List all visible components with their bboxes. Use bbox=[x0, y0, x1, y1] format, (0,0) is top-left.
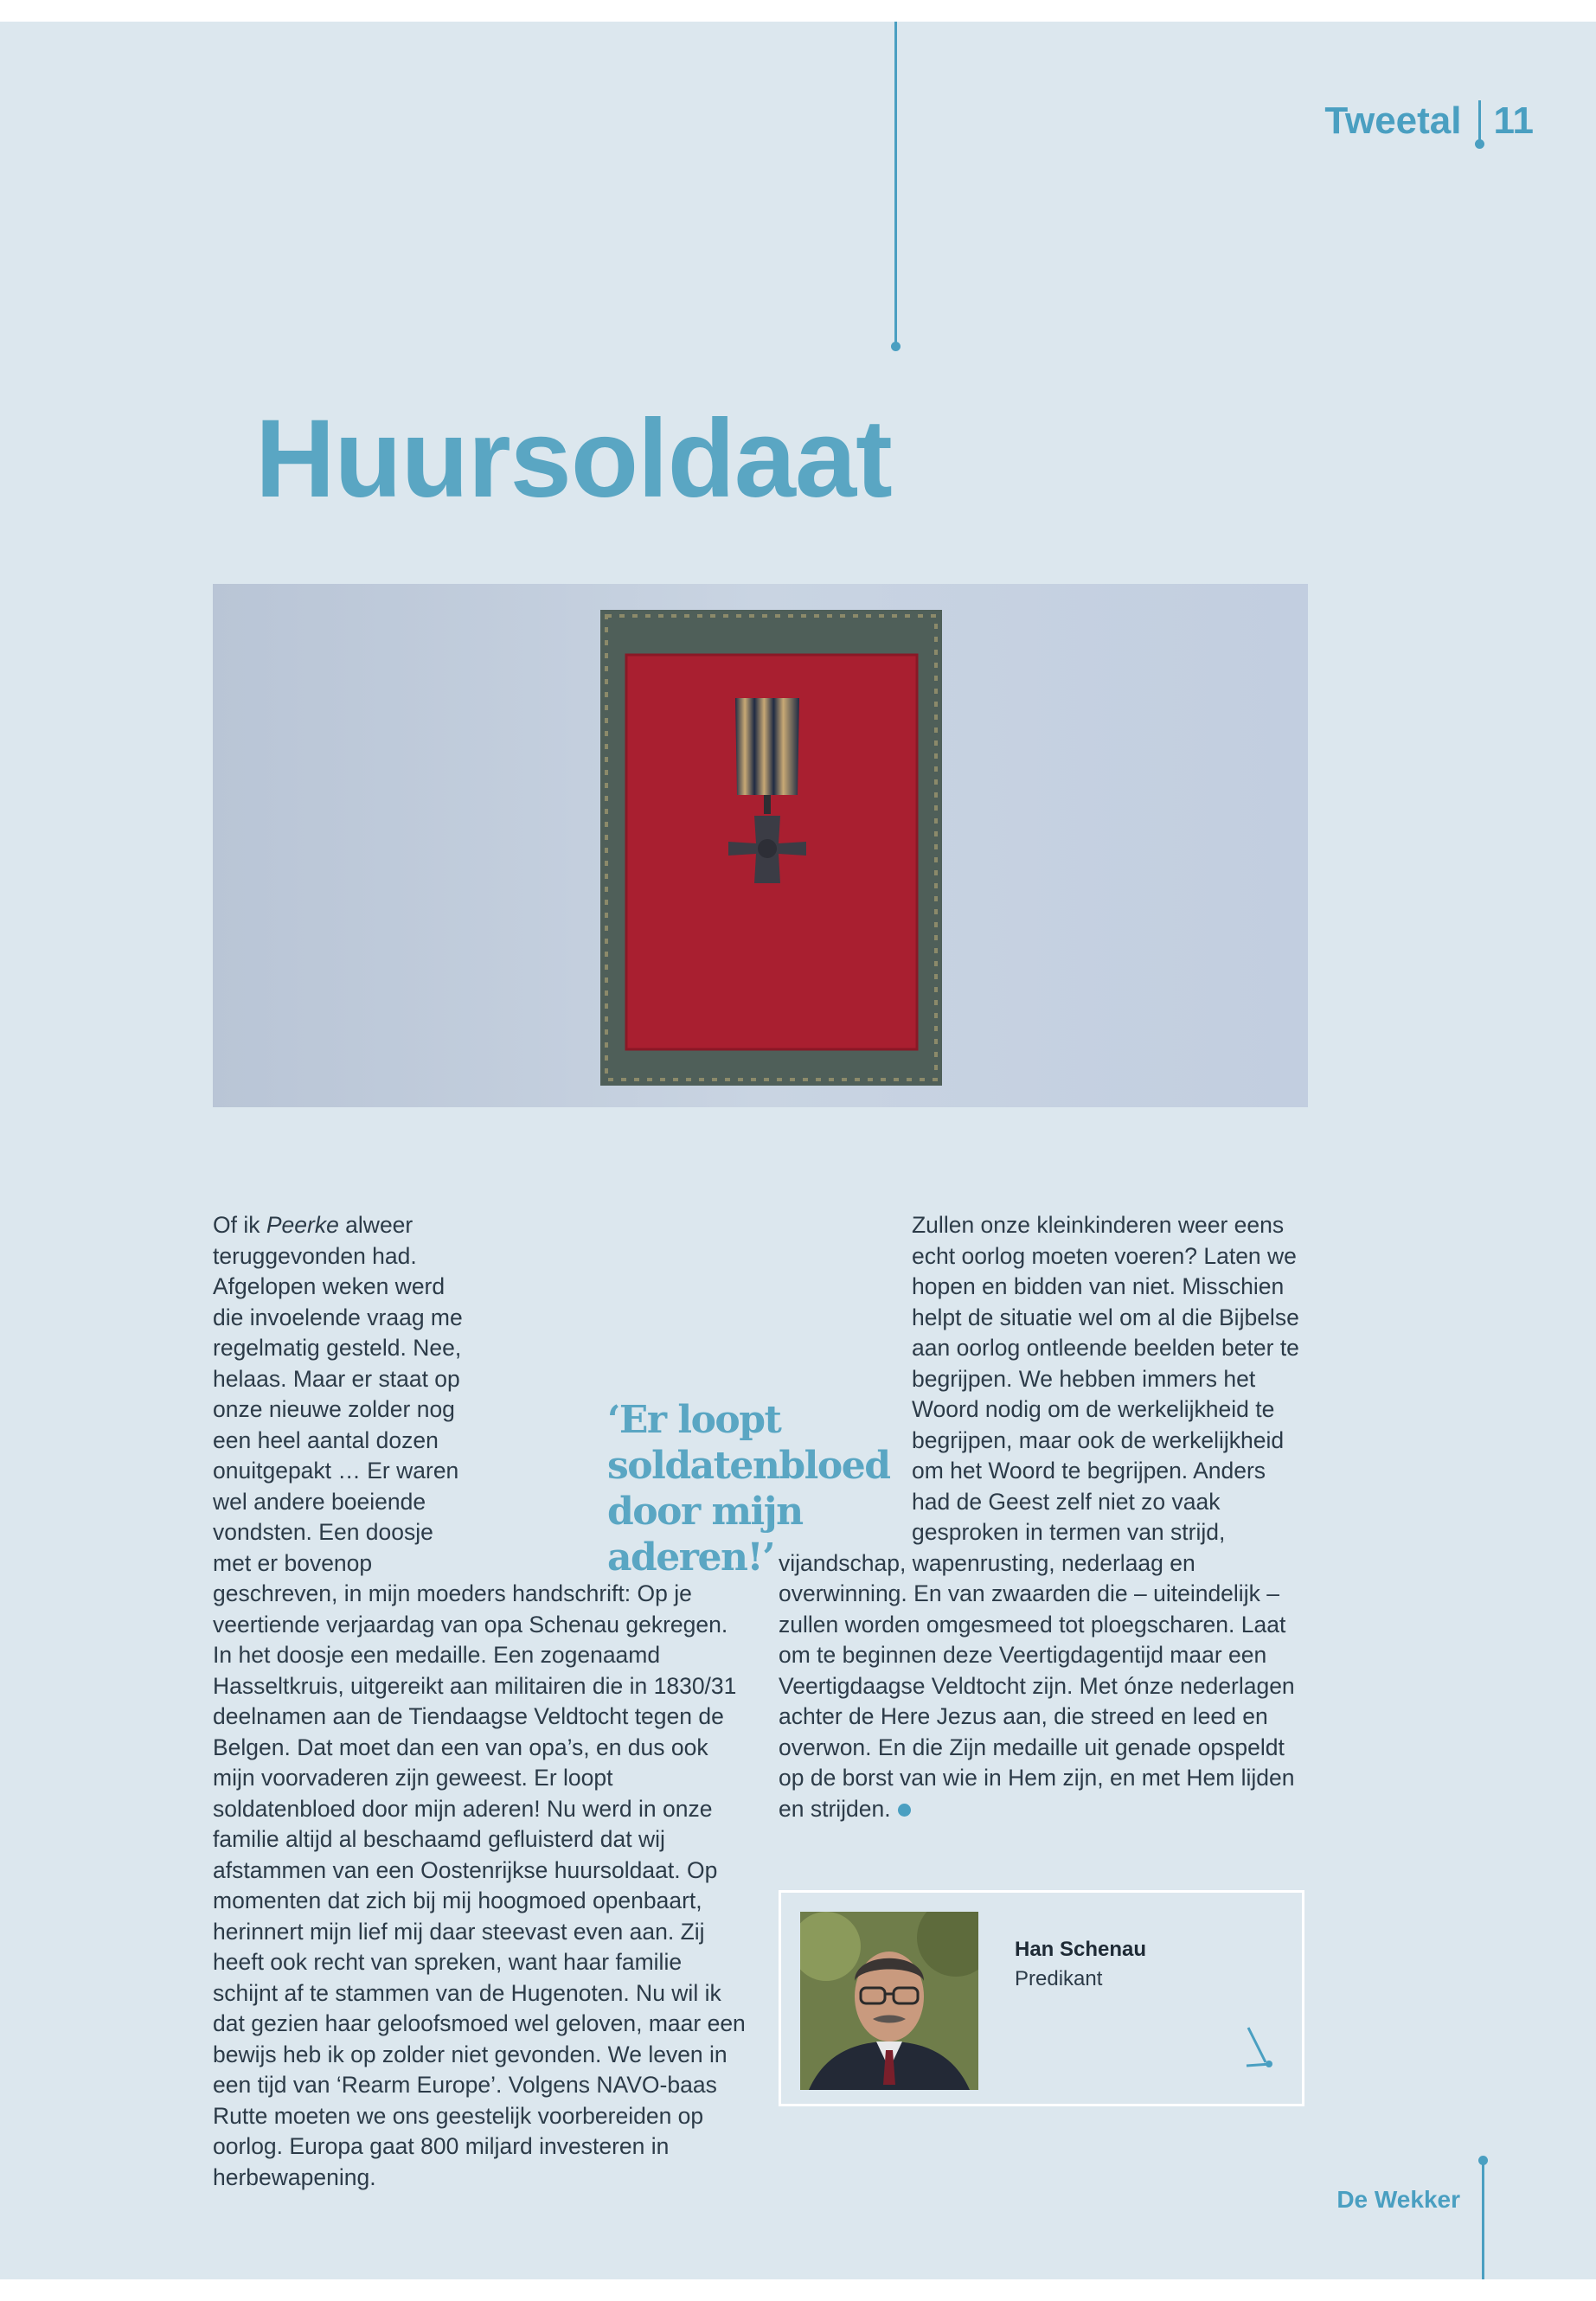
medal-photo bbox=[213, 584, 1308, 1107]
top-rule-dot bbox=[891, 342, 901, 351]
section-label: Tweetal bbox=[1324, 99, 1462, 142]
end-mark-icon bbox=[898, 1804, 911, 1817]
page bbox=[0, 22, 1596, 2279]
header-separator bbox=[1478, 100, 1481, 142]
article-title: Huursoldaat bbox=[255, 397, 892, 521]
italic-text-run: Peerke bbox=[266, 1212, 339, 1238]
publication-name: De Wekker bbox=[1336, 2186, 1460, 2213]
author-box bbox=[779, 1890, 1304, 2106]
hand-mark-icon bbox=[1241, 2026, 1276, 2078]
running-header bbox=[1324, 95, 1534, 147]
text-run: alweer teruggevonden had. Afgelopen weken werd die invoelende vraag me regelmatig gesteld. Nee, helaas. Maar er staat op onze nieuwe zolder nog een heel aantal dozen onuitgepakt … Er waren wel andere boeiende vondsten. Een doosje met er bovenop geschreven, in mijn moeders handschrift: Op je veertiende verjaardag van opa Schenau gekregen. In het doosje een medaille. Een zogenaamd Hasseltkruis, uitgereikt aan militairen die in 1830/31 deelnamen aan de Tiendaagse Veldtocht tegen de Belgen. Dat moet dan een van opa’s, en dus ook mijn voorvaderen zijn geweest. Er loopt soldatenbloed door mijn aderen! Nu werd in onze familie altijd al beschaamd gefluisterd dat wij afstammen van een Oostenrijkse huursoldaat. Op momenten dat zich bij mij hoogmoed openbaart, herinnert mijn lief mij daar steevast even aan. Zij heeft ook recht van spreken, want haar familie schijnt af te stammen van de Hugenoten. Nu wil ik dat gezien haar geloofsmoed wel geloven, maar een bewijs heb ik op zolder niet gevonden. We leven in een tijd van ‘Rearm Europe’. Volgens NAVO-baas Rutte moeten we ons geestelijk voorbereiden op oorlog. Europa gaat 800 miljard investeren in herbewapening. bbox=[213, 1212, 746, 2190]
top-rule bbox=[894, 22, 897, 346]
text-run: Of ik bbox=[213, 1212, 266, 1238]
text-run: Zullen onze kleinkinderen weer eens echt oorlog moeten voeren? Laten we hopen en bidden van niet. Misschien helpt de situatie wel om al die Bijbelse aan oorlog ontleende beelden beter te begrijpen. We hebben immers het Woord nodig om de werkelijkheid te begrijpen, maar ook de werkelijkheid om het Woord te begrijpen. Anders had de Geest zelf niet zo vaak gesproken in termen van strijd, vijandschap, wapenrusting, nederlaag en overwinning. En van zwaarden die – uiteindelijk – zullen worden omgesmeed tot ploegscharen. Laat om te beginnen deze Veertigdagentijd maar een Veertigdaagse Veldtocht zijn. Met ónze nederlagen achter de Here Jezus aan, die streed en leed en overwon. En die Zijn medaille uit genade opspeldt op de borst van wie in Hem zijn, en met Hem lijden en strijden. bbox=[779, 1212, 1299, 1822]
footer-rule-dot bbox=[1478, 2156, 1488, 2165]
author-role: Predikant bbox=[1015, 1967, 1103, 1990]
body-column-left bbox=[213, 1210, 749, 2193]
pull-quote: ‘Er loopt soldatenbloed door mijn aderen!’ bbox=[607, 1398, 890, 1580]
pullquote-spacer-right bbox=[779, 1210, 912, 1548]
footer-rule bbox=[1482, 2161, 1484, 2279]
author-avatar bbox=[800, 1912, 978, 2090]
body-column-right bbox=[779, 1210, 1308, 1824]
page-number: 11 bbox=[1493, 99, 1534, 142]
author-name: Han Schenau bbox=[1015, 1938, 1147, 1961]
